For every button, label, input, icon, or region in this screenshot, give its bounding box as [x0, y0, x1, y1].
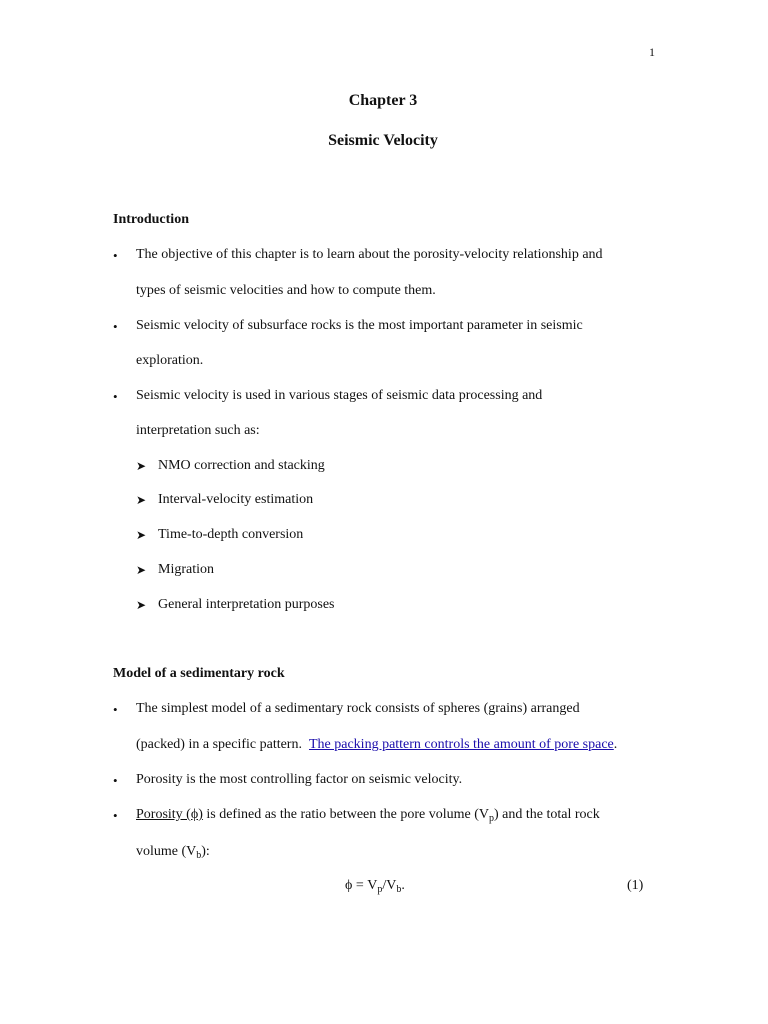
model-bullet-1-line-1: The simplest model of a sedimentary rock consists of spheres (grains) arranged [136, 701, 580, 716]
arrow-bullet-icon: ➤ [136, 598, 147, 612]
packing-pattern-link[interactable]: The packing pattern controls the amount of pore space [308, 737, 614, 752]
sub-item: Interval-velocity estimation [158, 492, 314, 507]
subscript: b [196, 850, 202, 861]
model-bullet-3-line-2 [136, 845, 210, 859]
arrow-bullet-icon: ➤ [136, 528, 147, 542]
model-bullet-3-line-1 [136, 808, 600, 822]
subscript: p [377, 884, 383, 895]
subscript: b [396, 884, 402, 895]
section-heading-model: Model of a sedimentary rock [113, 666, 285, 681]
bullet-dot: • [113, 808, 118, 823]
model-bullet-2: Porosity is the most controlling factor on seismic velocity. [136, 772, 463, 787]
text: . [401, 878, 405, 893]
text: ϕ = V [345, 878, 378, 893]
intro-bullet-1-line-2: types of seismic velocities and how to compute them. [136, 283, 436, 298]
arrow-bullet-icon: ➤ [136, 563, 147, 577]
text: ): [201, 844, 210, 859]
equation-number: (1) [627, 878, 644, 893]
subscript: p [489, 813, 494, 824]
period: . [613, 737, 618, 752]
intro-bullet-3-line-2: interpretation such as: [136, 423, 260, 438]
intro-bullet-2-line-1: Seismic velocity of subsurface rocks is the most important parameter in seismic [136, 318, 583, 333]
intro-bullet-2-line-2: exploration. [136, 353, 204, 368]
bullet-dot: • [113, 389, 118, 404]
text: /V [382, 878, 397, 893]
intro-bullet-1-line-1: The objective of this chapter is to learn about the porosity-velocity relationship and [136, 247, 603, 262]
text: volume (V [136, 844, 197, 859]
bullet-dot: • [113, 248, 118, 263]
section-heading-introduction: Introduction [113, 212, 189, 227]
chapter-title: Seismic Velocity [328, 132, 438, 149]
equation-1 [345, 879, 405, 893]
text: ) and the total rock [494, 807, 600, 822]
chapter-label: Chapter 3 [348, 92, 418, 109]
bullet-dot: • [113, 702, 118, 717]
sub-item: NMO correction and stacking [158, 458, 325, 473]
bullet-dot: • [113, 319, 118, 334]
model-bullet-1-line-2 [136, 738, 617, 752]
sub-item: General interpretation purposes [158, 597, 335, 612]
intro-bullet-3-line-1: Seismic velocity is used in various stages of seismic data processing and [136, 388, 543, 403]
text: is defined as the ratio between the pore volume (V [202, 807, 489, 822]
arrow-bullet-icon: ➤ [136, 493, 147, 507]
bullet-dot: • [113, 773, 118, 788]
model-bullet-1-text: (packed) in a specific pattern. [136, 737, 302, 752]
page-number: 1 [649, 45, 655, 59]
sub-item: Time-to-depth conversion [158, 527, 304, 542]
sub-item: Migration [158, 562, 214, 577]
arrow-bullet-icon: ➤ [136, 459, 147, 473]
porosity-term: Porosity (ϕ) [136, 807, 203, 822]
